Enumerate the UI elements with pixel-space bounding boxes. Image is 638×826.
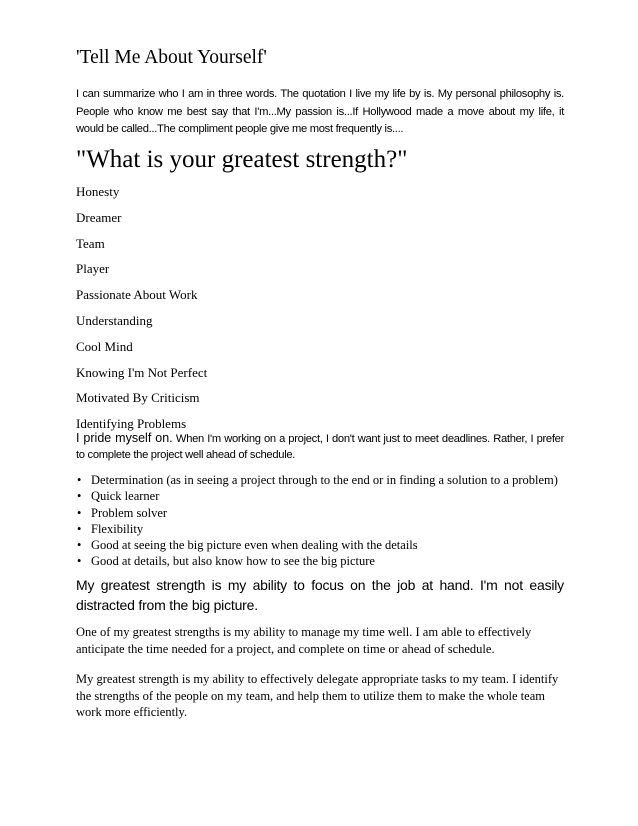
delegation-paragraph: My greatest strength is my ability to effectively delegate appropriate tasks to my team. I identify the strengths of the people on my team, and help them to utilize them to make the whole team work more efficiently. bbox=[76, 672, 559, 719]
list-item bbox=[76, 553, 558, 569]
strength-item: Identifying Problems bbox=[76, 416, 187, 432]
pride-lead: I pride myself on. bbox=[76, 431, 173, 445]
bullet-text: Flexibility bbox=[91, 521, 144, 536]
strength-item: Understanding bbox=[76, 312, 153, 328]
pride-paragraph bbox=[76, 430, 564, 463]
bullet-text: Problem solver bbox=[91, 505, 168, 520]
strength-item: Knowing I'm Not Perfect bbox=[76, 364, 208, 380]
bullet-text: Good at details, but also know how to see the big picture bbox=[91, 554, 375, 569]
list-item bbox=[76, 505, 558, 521]
bullet-icon: • bbox=[77, 538, 82, 553]
bullet-text: Determination (as in seeing a project through to the end or in finding a solution to a problem) bbox=[91, 473, 558, 487]
strength-item: Dreamer bbox=[76, 209, 122, 225]
bullet-icon: • bbox=[77, 505, 82, 520]
strength-item: Team bbox=[76, 235, 105, 251]
bullet-icon: • bbox=[77, 554, 82, 569]
strength-item: Honesty bbox=[76, 184, 120, 199]
bullet-text: Quick learner bbox=[91, 489, 160, 504]
list-item bbox=[76, 537, 558, 553]
pride-rest: When I'm working on a project, I don't want just to meet deadlines. Rather, I prefer to complete the project well ahead of schedule. bbox=[76, 433, 564, 461]
strength-item: Cool Mind bbox=[76, 338, 133, 354]
list-item bbox=[76, 488, 558, 504]
bullet-icon: • bbox=[77, 521, 82, 536]
strengths-list bbox=[76, 185, 207, 443]
time-management-paragraph: One of my greatest strengths is my ability to manage my time well. I am able to effectively anticipate the time needed for a project, and complete on time or ahead of schedule. bbox=[76, 625, 532, 656]
heading-greatest-strength: "What is your greatest strength?" bbox=[76, 146, 408, 173]
bullet-icon: • bbox=[77, 473, 82, 487]
heading-tell-me-about-yourself: 'Tell Me About Yourself' bbox=[76, 47, 267, 68]
focus-paragraph: My greatest strength is my ability to focus on the job at hand. I'm not easily distracted from the big picture. bbox=[76, 577, 564, 613]
bullet-icon: • bbox=[77, 489, 82, 504]
strength-item: Motivated By Criticism bbox=[76, 390, 200, 406]
intro-paragraph: I can summarize who I am in three words. The quotation I live my life by is. My personal philosophy is. People who know me best say that I'm...My passion is...If Hollywood made a move about my life, it would be called...The compliment people give me most frequently is.... bbox=[76, 88, 564, 135]
list-item bbox=[76, 521, 558, 537]
list-item bbox=[76, 472, 558, 488]
strength-item: Passionate About Work bbox=[76, 287, 198, 303]
bullet-text: Good at seeing the big picture even when dealing with the details bbox=[91, 538, 418, 553]
qualities-bullet-list bbox=[76, 472, 558, 570]
strength-item: Player bbox=[76, 261, 110, 277]
